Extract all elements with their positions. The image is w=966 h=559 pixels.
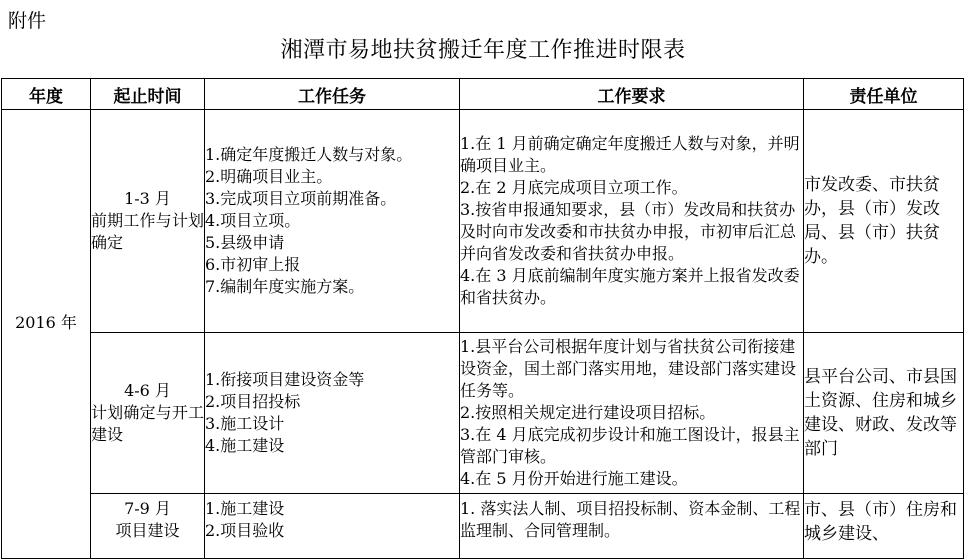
list-item: 4.在 5 月份开始进行施工建设。: [460, 469, 688, 488]
list-item: 1.施工建设: [205, 499, 285, 518]
period-month: 7-9 月: [124, 499, 171, 518]
period-cell: [91, 333, 205, 494]
period-month: 1-3 月: [124, 189, 171, 208]
list-item: 1.确定年度搬迁人数与对象。: [205, 145, 413, 164]
header-period: 起止时间: [91, 79, 205, 110]
list-item: 2.按照相关规定进行建设项目招标。: [460, 403, 716, 422]
table-row: [2, 110, 964, 333]
units-cell: [804, 110, 964, 333]
requirements-cell: [460, 333, 804, 494]
list-item: 1.衔接项目建设资金等: [205, 370, 365, 389]
list-item: 6.市初审上报: [205, 255, 301, 274]
units-text: 市、县（市）住房和城乡建设、: [804, 500, 957, 544]
list-item: 7.编制年度实施方案。: [205, 277, 365, 296]
period-desc: 计划确定与开工建设: [91, 403, 204, 444]
header-tasks: 工作任务: [205, 79, 460, 110]
list-item: 1.县平台公司根据年度计划与省扶贫公司衔接建设资金，国土部门落实用地，建设部门落实建设任务等。: [460, 337, 797, 400]
units-text: 市发改委、市扶贫办，县（市）发改局、县（市）扶贫办。: [804, 175, 940, 267]
list-item: 1.在 1 月前确定确定年度搬迁人数与对象，并明确项目业主。: [460, 134, 800, 175]
schedule-table: [1, 78, 964, 559]
page-title: 湘潭市易地扶贫搬迁年度工作推进时限表: [280, 38, 686, 63]
period-desc: 前期工作与计划确定: [91, 211, 204, 252]
tasks-cell: [205, 110, 460, 333]
units-text: 县平台公司、市县国土资源、住房和城乡建设、财政、发改等部门: [804, 367, 957, 459]
list-item: 1. 落实法人制、项目招投标制、资本金制、工程监理制、合同管理制。: [460, 499, 801, 540]
list-item: 4.施工建设: [205, 436, 285, 455]
list-item: 2.在 2 月底完成项目立项工作。: [460, 178, 688, 197]
units-cell: [804, 333, 964, 494]
period-cell: [91, 110, 205, 333]
list-item: 2.项目招投标: [205, 392, 301, 411]
list-item: 3.按省申报通知要求，县（市）发改局和扶贫办及时向市发改委和市扶贫办申报，市初审后汇总并向省发改委和省扶贫办申报。: [460, 200, 797, 263]
period-desc: 项目建设: [115, 521, 180, 540]
list-item: 5.县级申请: [205, 233, 285, 252]
year-cell: 2016 年: [2, 110, 91, 559]
list-item: 4.项目立项。: [205, 211, 301, 230]
list-item: 2.项目验收: [205, 521, 285, 540]
period-month: 4-6 月: [124, 381, 171, 400]
attachment-label: 附件: [8, 10, 47, 32]
list-item: 4.在 3 月底前编制年度实施方案并上报省发改委和省扶贫办。: [460, 266, 800, 307]
table-row: [2, 333, 964, 494]
header-units: 责任单位: [804, 79, 964, 110]
list-item: 3.施工设计: [205, 414, 285, 433]
header-year: 年度: [2, 79, 91, 110]
list-item: 3.在 4 月底完成初步设计和施工图设计，报县主管部门审核。: [460, 425, 800, 466]
header-row: [2, 79, 964, 110]
list-item: 3.完成项目立项前期准备。: [205, 189, 397, 208]
list-item: 2.明确项目业主。: [205, 167, 333, 186]
requirements-cell: [460, 110, 804, 333]
tasks-cell: [205, 333, 460, 494]
header-requirements: 工作要求: [460, 79, 804, 110]
